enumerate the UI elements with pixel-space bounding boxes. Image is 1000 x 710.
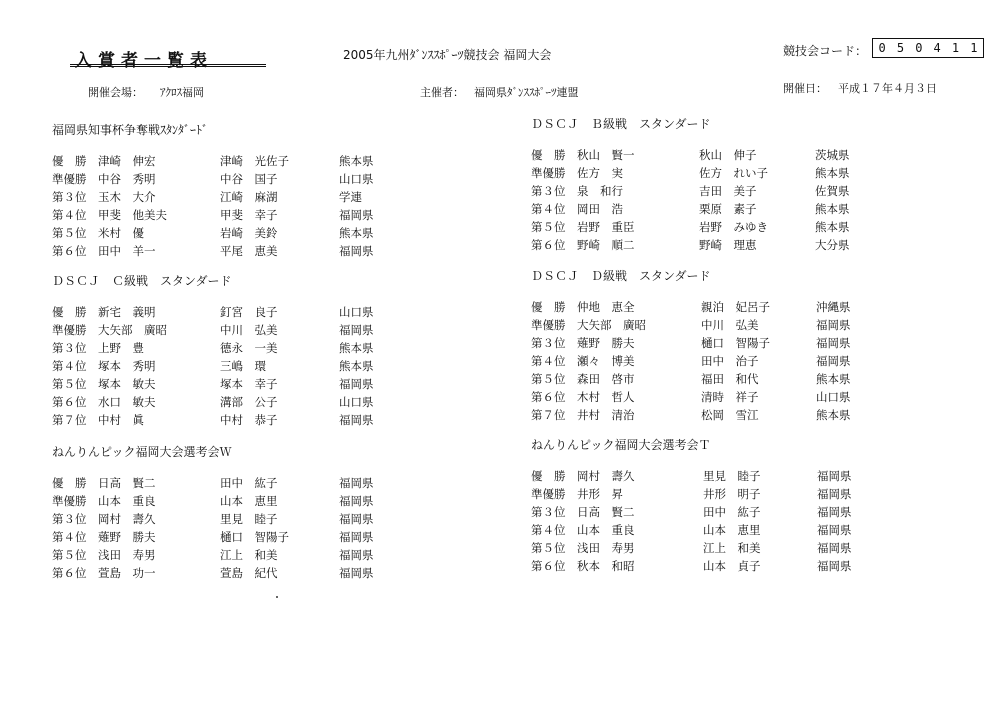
result-row [52,492,374,510]
rank: 第４位 [52,359,87,373]
partner-name: 中川 弘美 [701,318,759,332]
leader-name: 玉木 大介 [98,190,156,204]
rank: 第７位 [52,413,87,427]
prefecture: 佐賀県 [815,184,850,198]
partner-name: 中谷 国子 [220,172,278,186]
rank: 第６位 [531,390,566,404]
rank: 優 勝 [52,476,87,490]
prefecture: 熊本県 [339,359,374,373]
leader-name: 中村 眞 [98,413,144,427]
rank: 第５位 [52,548,87,562]
result-row [52,224,374,242]
section-dscj-c-standard [52,273,374,429]
date-label: 開催日： [783,82,827,95]
leader-name: 薙野 勝夫 [577,336,635,350]
rank: 第５位 [52,226,87,240]
result-row [52,339,374,357]
result-row [52,510,374,528]
leader-name: 日高 賢二 [577,505,635,519]
prefecture: 福岡県 [817,469,852,483]
result-row [531,352,851,370]
prefecture: 福岡県 [817,523,852,537]
scan-speck [276,596,278,598]
rank: 優 勝 [531,300,566,314]
partner-name: 山本 恵里 [703,523,761,537]
rank: 第４位 [531,354,566,368]
result-row [531,388,851,406]
rank: 第４位 [531,202,566,216]
prefecture: 山口県 [816,390,851,404]
prefecture: 熊本県 [339,341,374,355]
document-title: 入賞者一覧表 [75,51,213,71]
leader-name: 野崎 順二 [577,238,635,252]
rank: 第６位 [52,395,87,409]
code-digit: 1 [951,41,960,55]
prefecture: 熊本県 [339,154,374,168]
rank: 第３位 [52,341,87,355]
rank: 優 勝 [531,469,566,483]
result-row [531,146,850,164]
results-list [52,303,374,429]
result-row [52,321,374,339]
result-row [52,393,374,411]
leader-name: 田中 羊一 [98,244,156,258]
leader-name: 浅田 寿男 [98,548,156,562]
rank: 第５位 [531,372,566,386]
partner-name: 里見 睦子 [703,469,761,483]
venue-value: ｱｸﾛｽ福岡 [160,86,204,99]
result-row [531,218,850,236]
leader-name: 岩野 重臣 [577,220,635,234]
rank: 第６位 [531,559,566,573]
result-row [531,503,852,521]
prefecture: 福岡県 [339,548,374,562]
result-row [52,170,374,188]
rank: 第３位 [52,512,87,526]
prefecture: 福岡県 [339,530,374,544]
partner-name: 野崎 理恵 [699,238,757,252]
prefecture: 福岡県 [339,244,374,258]
prefecture: 熊本県 [816,408,851,422]
result-row [531,406,851,424]
rank: 第６位 [531,238,566,252]
rank: 準優勝 [52,494,87,508]
result-row [531,316,851,334]
prefecture: 大分県 [815,238,850,252]
partner-name: 清時 祥子 [701,390,759,404]
prefecture: 茨城県 [815,148,850,162]
leader-name: 秋本 和昭 [577,559,635,573]
partner-name: 津崎 光佐子 [220,154,289,168]
partner-name: 江崎 麻湖 [220,190,278,204]
partner-name: 佐方 れい子 [699,166,768,180]
result-row [52,411,374,429]
section-nenrinpic-w [52,444,374,582]
partner-name: 松岡 雪江 [701,408,759,422]
partner-name: 福田 和代 [701,372,759,386]
leader-name: 浅田 寿男 [577,541,635,555]
result-row [531,539,852,557]
rank: 第４位 [52,530,87,544]
partner-name: 江上 和美 [703,541,761,555]
result-row [531,334,851,352]
title-underline-double [70,66,266,67]
result-row [52,546,374,564]
prefecture: 福岡県 [816,318,851,332]
leader-name: 岡村 壽久 [577,469,635,483]
result-row [52,206,374,224]
prefecture: 熊本県 [815,202,850,216]
partner-name: 田中 治子 [701,354,759,368]
leader-name: 森田 啓市 [577,372,635,386]
result-row [52,152,374,170]
partner-name: 甲斐 幸子 [220,208,278,222]
results-list [52,152,374,260]
partner-name: 三嶋 環 [220,359,266,373]
section-title: ねんりんピック福岡大会選考会Ｗ [52,445,232,459]
prefecture: 熊本県 [339,226,374,240]
prefecture: 福岡県 [339,494,374,508]
prefecture: 沖縄県 [816,300,851,314]
result-row [52,303,374,321]
code-digit: 5 [896,41,905,55]
rank: 第３位 [531,184,566,198]
prefecture: 山口県 [339,395,374,409]
partner-name: 山本 恵里 [220,494,278,508]
section-title: 福岡県知事杯争奪戦ｽﾀﾝﾀﾞｰﾄﾞ [52,123,209,137]
leader-name: 米村 優 [98,226,144,240]
leader-name: 岡村 壽久 [98,512,156,526]
code-digit: 1 [970,41,978,55]
result-row [52,528,374,546]
leader-name: 井形 昇 [577,487,623,501]
rank: 第６位 [52,244,87,258]
partner-name: 里見 睦子 [220,512,278,526]
result-row [52,564,374,582]
prefecture: 学連 [339,190,362,204]
partner-name: 平尾 恵美 [220,244,278,258]
partner-name: 山本 貞子 [703,559,761,573]
result-row [531,164,850,182]
prefecture: 福岡県 [339,377,374,391]
prefecture: 福岡県 [817,559,852,573]
section-dscj-b-standard [531,116,850,254]
rank: 第５位 [531,541,566,555]
prefecture: 熊本県 [815,166,850,180]
leader-name: 山本 重良 [98,494,156,508]
rank: 優 勝 [52,154,87,168]
result-row [531,521,852,539]
prefecture: 福岡県 [817,487,852,501]
partner-name: 秋山 伸子 [699,148,757,162]
date-value: 平成１７年４月３日 [838,82,937,95]
rank: 準優勝 [52,323,87,337]
prefecture: 福岡県 [817,541,852,555]
prefecture: 福岡県 [339,512,374,526]
partner-name: 吉田 美子 [699,184,757,198]
leader-name: 中谷 秀明 [98,172,156,186]
results-list [52,474,374,582]
results-list [531,467,852,575]
prefecture: 福岡県 [817,505,852,519]
organizer-label: 主催者： [420,86,464,99]
partner-name: 親泊 妃呂子 [701,300,770,314]
leader-name: 薙野 勝夫 [98,530,156,544]
rank: 第４位 [531,523,566,537]
leader-name: 塚本 秀明 [98,359,156,373]
partner-name: 溝部 公子 [220,395,278,409]
partner-name: 田中 紘子 [703,505,761,519]
section-title: ねんりんピック福岡大会選考会Ｔ [531,438,711,452]
prefecture: 福岡県 [339,413,374,427]
prefecture: 山口県 [339,172,374,186]
section-title: ＤＳＣＪ Ｂ級戦 スタンダード [531,117,711,131]
partner-name: 德永 一美 [220,341,278,355]
partner-name: 江上 和美 [220,548,278,562]
rank: 優 勝 [531,148,566,162]
prefecture: 福岡県 [816,336,851,350]
leader-name: 仲地 恵全 [577,300,635,314]
leader-name: 大矢部 廣昭 [98,323,167,337]
organizer-value: 福岡県ﾀﾞﾝｽｽﾎﾟｰﾂ連盟 [474,86,579,99]
leader-name: 山本 重良 [577,523,635,537]
leader-name: 甲斐 他美夫 [98,208,167,222]
leader-name: 新宅 義明 [98,305,156,319]
partner-name: 樋口 智陽子 [220,530,289,544]
leader-name: 秋山 賢一 [577,148,635,162]
rank: 第３位 [52,190,87,204]
section-nenrinpic-t [531,437,852,575]
partner-name: 萱島 紀代 [220,566,278,580]
rank: 準優勝 [531,487,566,501]
leader-name: 泉 和行 [577,184,623,198]
prefecture: 熊本県 [816,372,851,386]
rank: 第５位 [531,220,566,234]
results-list [531,298,851,424]
rank: 第５位 [52,377,87,391]
result-row [531,182,850,200]
prefecture: 山口県 [339,305,374,319]
leader-name: 木村 哲人 [577,390,635,404]
leader-name: 瀬々 博美 [577,354,635,368]
rank: 優 勝 [52,305,87,319]
partner-name: 塚本 幸子 [220,377,278,391]
result-row [52,357,374,375]
result-row [531,485,852,503]
result-row [531,370,851,388]
title-underline [70,64,266,65]
result-row [531,467,852,485]
prefecture: 福岡県 [339,323,374,337]
rank: 準優勝 [531,318,566,332]
code-digit: 0 [915,41,923,55]
event-name: 2005年九州ﾀﾞﾝｽｽﾎﾟｰﾂ競技会 福岡大会 [343,48,552,62]
result-row [52,375,374,393]
leader-name: 津崎 伸宏 [98,154,156,168]
code-digit: 4 [933,41,941,55]
result-row [52,242,374,260]
prefecture: 福岡県 [339,476,374,490]
partner-name: 井形 明子 [703,487,761,501]
result-row [531,200,850,218]
leader-name: 上野 豊 [98,341,144,355]
rank: 準優勝 [52,172,87,186]
leader-name: 日高 賢二 [98,476,156,490]
leader-name: 井村 清治 [577,408,635,422]
section-title: ＤＳＣＪ Ｄ級戦 スタンダード [531,269,711,283]
leader-name: 塚本 敏夫 [98,377,156,391]
partner-name: 中川 弘美 [220,323,278,337]
rank: 第６位 [52,566,87,580]
rank: 第３位 [531,336,566,350]
prefecture: 福岡県 [339,208,374,222]
code-digit: 0 [878,41,886,55]
leader-name: 萱島 功一 [98,566,156,580]
partner-name: 栗原 素子 [699,202,757,216]
leader-name: 大矢部 廣昭 [577,318,646,332]
result-row [531,236,850,254]
results-list [531,146,850,254]
partner-name: 岩崎 美鈴 [220,226,278,240]
partner-name: 釘宮 良子 [220,305,278,319]
rank: 第７位 [531,408,566,422]
result-row [531,557,852,575]
competition-code-label: 競技会コード： [783,44,868,58]
partner-name: 田中 紘子 [220,476,278,490]
partner-name: 樋口 智陽子 [701,336,770,350]
rank: 第４位 [52,208,87,222]
rank: 準優勝 [531,166,566,180]
section-title: ＤＳＣＪ Ｃ級戦 スタンダード [52,274,232,288]
rank: 第３位 [531,505,566,519]
venue-label: 開催会場： [88,86,143,99]
partner-name: 中村 恭子 [220,413,278,427]
leader-name: 岡田 浩 [577,202,623,216]
prefecture: 熊本県 [815,220,850,234]
leader-name: 佐方 実 [577,166,623,180]
partner-name: 岩野 みゆき [699,220,768,234]
prefecture: 福岡県 [339,566,374,580]
section-dscj-d-standard [531,268,851,424]
result-row [531,298,851,316]
section-governor-cup-standard [52,122,374,260]
competition-code-box [872,38,984,58]
leader-name: 水口 敏夫 [98,395,156,409]
result-row [52,188,362,206]
result-row [52,474,374,492]
prefecture: 福岡県 [816,354,851,368]
